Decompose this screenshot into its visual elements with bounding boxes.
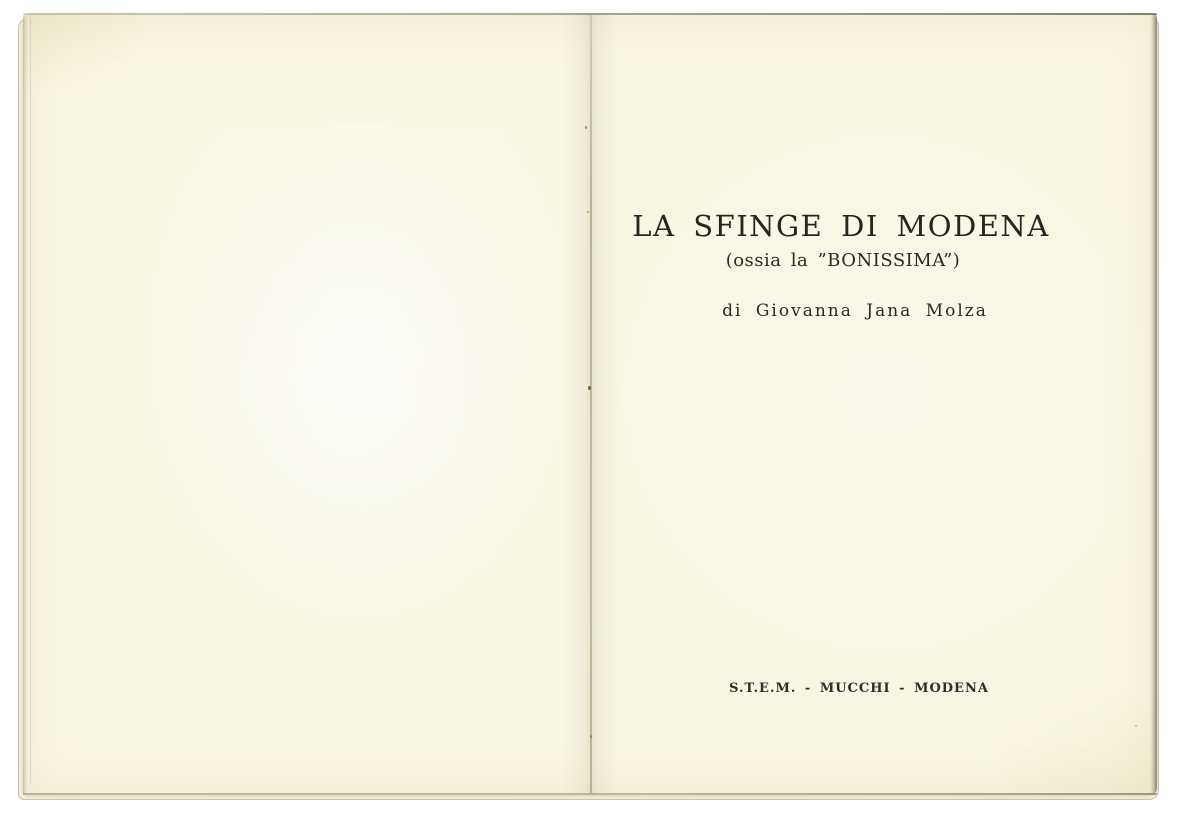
page-edge-bottom xyxy=(23,793,1157,795)
author-line: di Giovanna Jana Molza xyxy=(722,301,988,321)
page-edge-top xyxy=(23,13,1157,15)
foxing-speck xyxy=(1135,725,1137,727)
book-subtitle: (ossia la ”BONISSIMA”) xyxy=(725,250,961,271)
book-gutter xyxy=(590,15,592,793)
foxing-speck xyxy=(588,386,591,390)
foxing-speck xyxy=(587,211,589,213)
foxing-speck xyxy=(590,735,592,738)
book-title: LA SFINGE DI MODENA xyxy=(632,209,1050,243)
foxing-speck xyxy=(585,126,587,129)
right-page-title-page xyxy=(591,13,1157,795)
page-edge-left xyxy=(23,13,28,795)
page-edge-right xyxy=(1150,13,1157,795)
open-book-spread xyxy=(23,13,1157,795)
publisher-imprint: S.T.E.M. - MUCCHI - MODENA xyxy=(729,681,989,696)
page-edge-left-hairline xyxy=(30,17,31,785)
left-page xyxy=(23,13,591,795)
page-showthrough xyxy=(113,123,563,663)
